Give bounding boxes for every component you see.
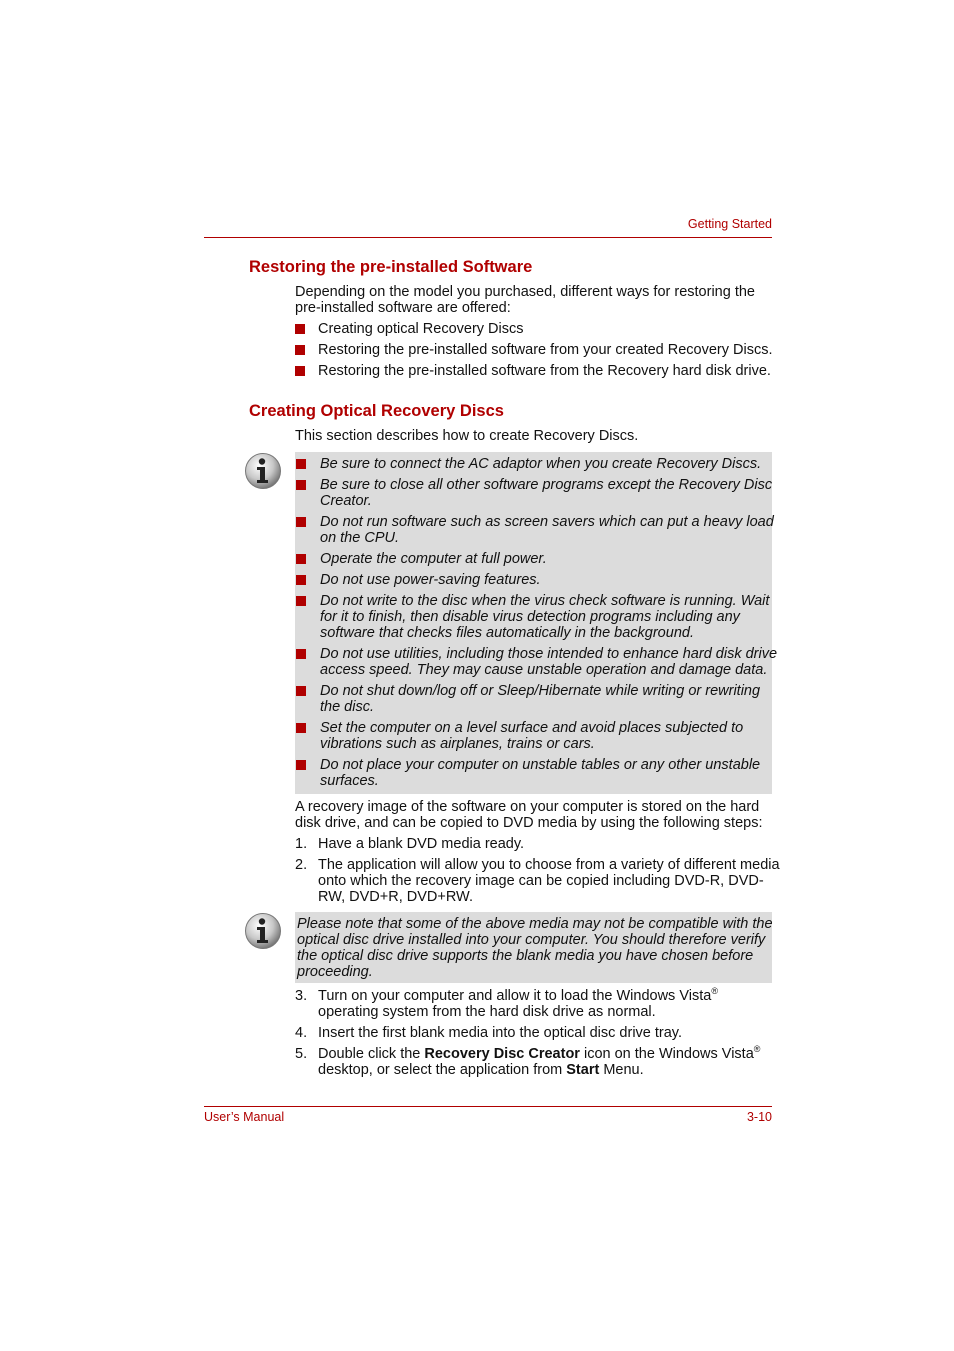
note2-line: optical disc drive installed into your computer. You should therefore verify [297,932,766,948]
start-term: Start [566,1062,600,1078]
note-item-line: surfaces. [320,773,379,789]
registered-mark: ® [711,986,718,997]
bullet-square-icon [296,649,306,659]
step-4-text: Insert the first blank media into the optical disc drive tray. [318,1025,683,1041]
note-item-line: on the CPU. [320,530,399,546]
section1-intro-line1: Depending on the model you purchased, different ways for restoring the [295,284,755,300]
recovery-para-line2: disk drive, and can be copied to DVD media by using the following steps: [295,815,763,831]
section1-bullet: Restoring the pre-installed software from your created Recovery Discs. [318,342,773,358]
note-item-line: Do not shut down/log off or Sleep/Hibernate while writing or rewriting [320,683,761,699]
step-number: 2. [295,857,308,873]
bullet-square-icon [296,480,306,490]
section-heading-creating: Creating Optical Recovery Discs [249,402,504,420]
step-3-line2: operating system from the hard disk drive as normal. [318,1004,656,1020]
step-number: 5. [295,1046,308,1062]
bullet-square-icon [296,459,306,469]
registered-mark: ® [753,1044,761,1055]
note-item-line: Be sure to close all other software programs except the Recovery Disc [320,477,773,493]
note-item-line: Be sure to connect the AC adaptor when you create Recovery Discs. [320,456,762,472]
step-5-line2: desktop, or select the application from Start Menu. [318,1062,644,1078]
recovery-para-line1: A recovery image of the software on your computer is stored on the hard [295,799,760,815]
bullet-square-icon [296,517,306,527]
footer-rule [204,1106,772,1107]
footer-page-number: 3-10 [746,1110,772,1124]
step-number: 1. [295,836,308,852]
note-item-line: Do not write to the disc when the virus check software is running. Wait [320,593,770,609]
bullet-square-icon [296,575,306,585]
bullet-square-icon [295,345,305,355]
header-rule [204,237,772,238]
step-2-line: RW, DVD+R, DVD+RW. [318,889,473,905]
section1-bullet: Creating optical Recovery Discs [318,321,524,337]
note-item-line: Do not place your computer on unstable tables or any other unstable [320,757,761,773]
bullet-square-icon [296,554,306,564]
bullet-square-icon [296,760,306,770]
step-1-text: Have a blank DVD media ready. [318,836,525,852]
note-item-line: Do not use utilities, including those intended to enhance hard disk drive [320,646,778,662]
bullet-square-icon [295,324,305,334]
section-heading-restoring: Restoring the pre-installed Software [249,258,533,276]
note-item-line: Do not run software such as screen savers which can put a heavy load [320,514,774,530]
note-item-line: access speed. They may cause unstable operation and damage data. [320,662,768,678]
info-icon [244,912,282,950]
note-item-line: software that checks files automatically in the background. [320,625,694,641]
step-3-line1: Turn on your computer and allow it to load the Windows Vista® [318,986,718,1004]
note-item-line: Do not use power-saving features. [320,572,541,588]
running-header: Getting Started [687,217,772,231]
note-item-line: for it to finish, then disable virus detection programs including any [320,609,740,625]
step-5-line1: Double click the Recovery Disc Creator icon on the Windows Vista® [318,1044,761,1062]
note-item-line: vibrations such as airplanes, trains or cars. [320,736,595,752]
section1-bullet: Restoring the pre-installed software from the Recovery hard disk drive. [318,363,771,379]
note-item-line: Creator. [320,493,372,509]
note-item-line: the disc. [320,699,374,715]
note2-line: Please note that some of the above media may not be compatible with the [297,916,773,932]
note2-line: proceeding. [297,964,373,980]
bullet-square-icon [296,686,306,696]
note-item-line: Operate the computer at full power. [320,551,547,567]
bullet-square-icon [296,723,306,733]
section2-intro: This section describes how to create Recovery Discs. [295,428,639,444]
step-2-line: onto which the recovery image can be copied including DVD-R, DVD- [318,873,764,889]
section1-intro-line2: pre-installed software are offered: [295,300,511,316]
step-2-line: The application will allow you to choose from a variety of different media [318,857,780,873]
recovery-disc-creator-term: Recovery Disc Creator [424,1046,580,1062]
bullet-square-icon [295,366,305,376]
step-number: 4. [295,1025,308,1041]
note-item-line: Set the computer on a level surface and avoid places subjected to [320,720,744,736]
bullet-square-icon [296,596,306,606]
footer-manual-title: User’s Manual [204,1110,285,1124]
step-number: 3. [295,988,308,1004]
note2-line: the optical disc drive supports the blank media you have chosen before [297,948,754,964]
info-icon [244,452,282,490]
